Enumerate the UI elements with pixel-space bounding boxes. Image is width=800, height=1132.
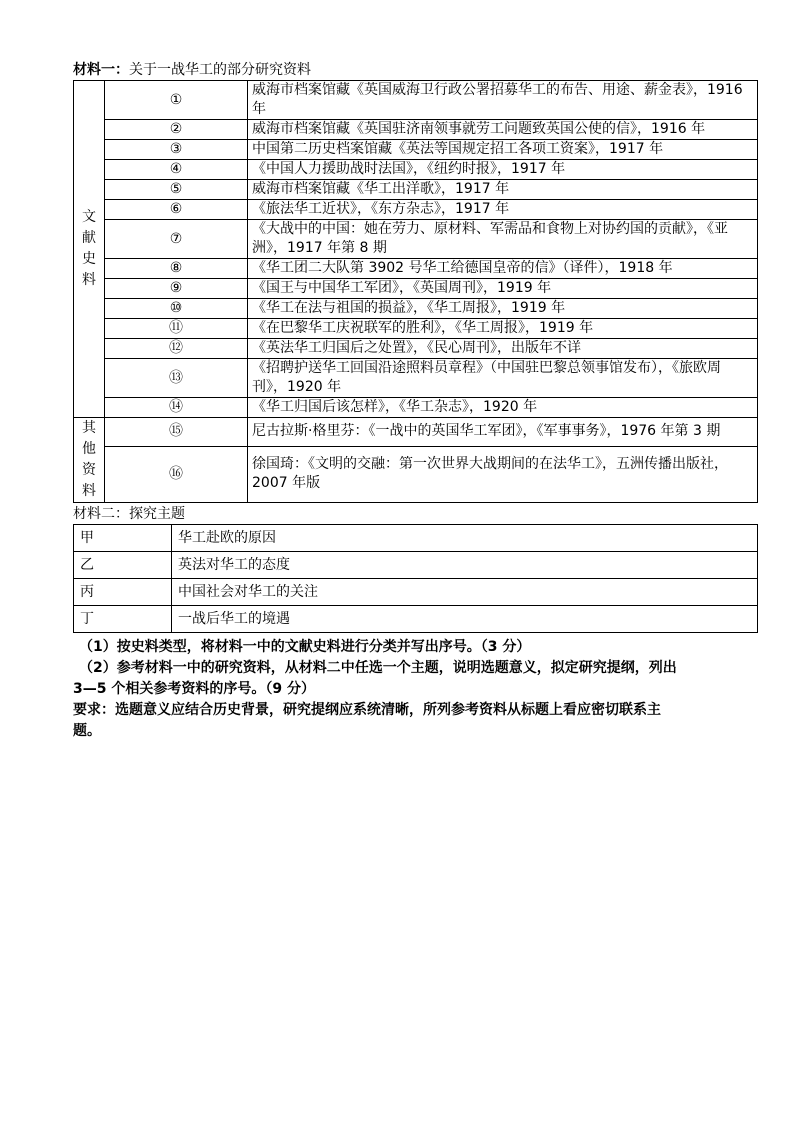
question-2-line2: 3—5 个相关参考资料的序号。（9 分） bbox=[73, 681, 315, 697]
source-number: ⑧ bbox=[105, 259, 248, 279]
source-text: 威海市档案馆藏《华工出洋歌》，1917 年 bbox=[248, 180, 758, 200]
source-number: ④ bbox=[105, 160, 248, 180]
source-text: 《大战中的中国：她在劳力、原材料、军需品和食物上对协约国的贡献》，《亚洲》，1917 年第 8 期 bbox=[248, 220, 758, 259]
requirement-line2: 题。 bbox=[73, 723, 101, 739]
source-row bbox=[74, 299, 758, 319]
source-row bbox=[74, 220, 758, 259]
source-text: 《国王与中国华工军团》，《英国周刊》，1919 年 bbox=[248, 279, 758, 299]
theme-row bbox=[74, 552, 758, 579]
source-row bbox=[74, 339, 758, 359]
category-documents bbox=[74, 81, 105, 418]
source-number: ⑫ bbox=[105, 339, 248, 359]
category-char: 史 bbox=[82, 251, 96, 267]
question-2-line1: （2）参考材料一中的研究资料，从材料二中任选一个主题，说明选题意义，拟定研究提纲，列出 bbox=[79, 660, 677, 676]
source-text: 《华工在法与祖国的损益》，《华工周报》，1919 年 bbox=[248, 299, 758, 319]
theme-value: 一战后华工的境遇 bbox=[172, 606, 758, 633]
source-number: ⑦ bbox=[105, 220, 248, 259]
theme-value: 华工赴欧的原因 bbox=[172, 525, 758, 552]
source-row bbox=[74, 359, 758, 398]
source-row bbox=[74, 81, 758, 120]
source-row bbox=[74, 180, 758, 200]
source-number: ⑤ bbox=[105, 180, 248, 200]
theme-row bbox=[74, 606, 758, 633]
source-row bbox=[74, 398, 758, 418]
source-number: ② bbox=[105, 120, 248, 140]
theme-key: 乙 bbox=[74, 552, 172, 579]
source-text: 《华工团二大队第 3902 号华工给德国皇帝的信》（译件），1918 年 bbox=[248, 259, 758, 279]
source-number: ③ bbox=[105, 140, 248, 160]
requirement-line1: 要求：选题意义应结合历史背景，研究提纲应系统清晰，所列参考资料从标题上看应密切联系主 bbox=[73, 702, 661, 718]
source-number: ⑬ bbox=[105, 359, 248, 398]
category-char: 献 bbox=[82, 230, 96, 246]
source-text: 《中国人力援助战时法国》，《纽约时报》，1917 年 bbox=[248, 160, 758, 180]
source-number: ⑭ bbox=[105, 398, 248, 418]
source-row bbox=[74, 418, 758, 447]
category-char: 文 bbox=[82, 209, 96, 225]
material1-label: 材料一： bbox=[73, 62, 129, 78]
document-page bbox=[73, 60, 757, 742]
source-number: ① bbox=[105, 81, 248, 120]
source-row bbox=[74, 140, 758, 160]
source-text: 《英法华工归国后之处置》，《民心周刊》，出版年不详 bbox=[248, 339, 758, 359]
source-number: ⑯ bbox=[105, 446, 248, 502]
theme-row bbox=[74, 579, 758, 606]
source-text: 《旅法华工近状》，《东方杂志》，1917 年 bbox=[248, 200, 758, 220]
source-text: 徐国琦：《文明的交融：第一次世界大战期间的在法华工》，五洲传播出版社，2007 年版 bbox=[248, 446, 758, 502]
category-other bbox=[74, 418, 105, 503]
theme-key: 丙 bbox=[74, 579, 172, 606]
source-row bbox=[74, 319, 758, 339]
material1-table bbox=[73, 80, 758, 503]
material2-table bbox=[73, 524, 758, 633]
question-1: （1）按史料类型，将材料一中的文献史料进行分类并写出序号。（3 分） bbox=[79, 639, 531, 655]
source-text: 《在巴黎华工庆祝联军的胜利》，《华工周报》，1919 年 bbox=[248, 319, 758, 339]
source-number: ⑥ bbox=[105, 200, 248, 220]
source-text: 中国第二历史档案馆藏《英法等国规定招工各项工资案》，1917 年 bbox=[248, 140, 758, 160]
category-char: 资 bbox=[82, 462, 96, 478]
source-text: 《华工归国后该怎样》，《华工杂志》，1920 年 bbox=[248, 398, 758, 418]
source-row bbox=[74, 259, 758, 279]
source-number: ⑪ bbox=[105, 319, 248, 339]
source-number: ⑩ bbox=[105, 299, 248, 319]
theme-key: 丁 bbox=[74, 606, 172, 633]
source-text: 威海市档案馆藏《英国威海卫行政公署招募华工的布告、用途、薪金表》，1916 年 bbox=[248, 81, 758, 120]
theme-value: 英法对华工的态度 bbox=[172, 552, 758, 579]
material1-title: 关于一战华工的部分研究资料 bbox=[129, 62, 311, 78]
category-char: 其 bbox=[82, 420, 96, 436]
source-number: ⑮ bbox=[105, 418, 248, 447]
source-row bbox=[74, 120, 758, 140]
theme-value: 中国社会对华工的关注 bbox=[172, 579, 758, 606]
material1-caption bbox=[73, 60, 757, 80]
source-text: 《招聘护送华工回国沿途照料员章程》（中国驻巴黎总领事馆发布），《旅欧周刊》，1920 年 bbox=[248, 359, 758, 398]
material2-title: 材料二：探究主题 bbox=[73, 506, 185, 522]
source-row bbox=[74, 446, 758, 502]
source-text: 尼古拉斯·格里芬：《一战中的英国华工军团》，《军事事务》，1976 年第 3 期 bbox=[248, 418, 758, 447]
theme-row bbox=[74, 525, 758, 552]
theme-key: 甲 bbox=[74, 525, 172, 552]
source-row bbox=[74, 160, 758, 180]
source-row bbox=[74, 279, 758, 299]
source-row bbox=[74, 200, 758, 220]
category-char: 他 bbox=[82, 441, 96, 457]
category-char: 料 bbox=[82, 483, 96, 499]
category-char: 料 bbox=[82, 272, 96, 288]
source-text: 威海市档案馆藏《英国驻济南领事就劳工问题致英国公使的信》，1916 年 bbox=[248, 120, 758, 140]
source-number: ⑨ bbox=[105, 279, 248, 299]
